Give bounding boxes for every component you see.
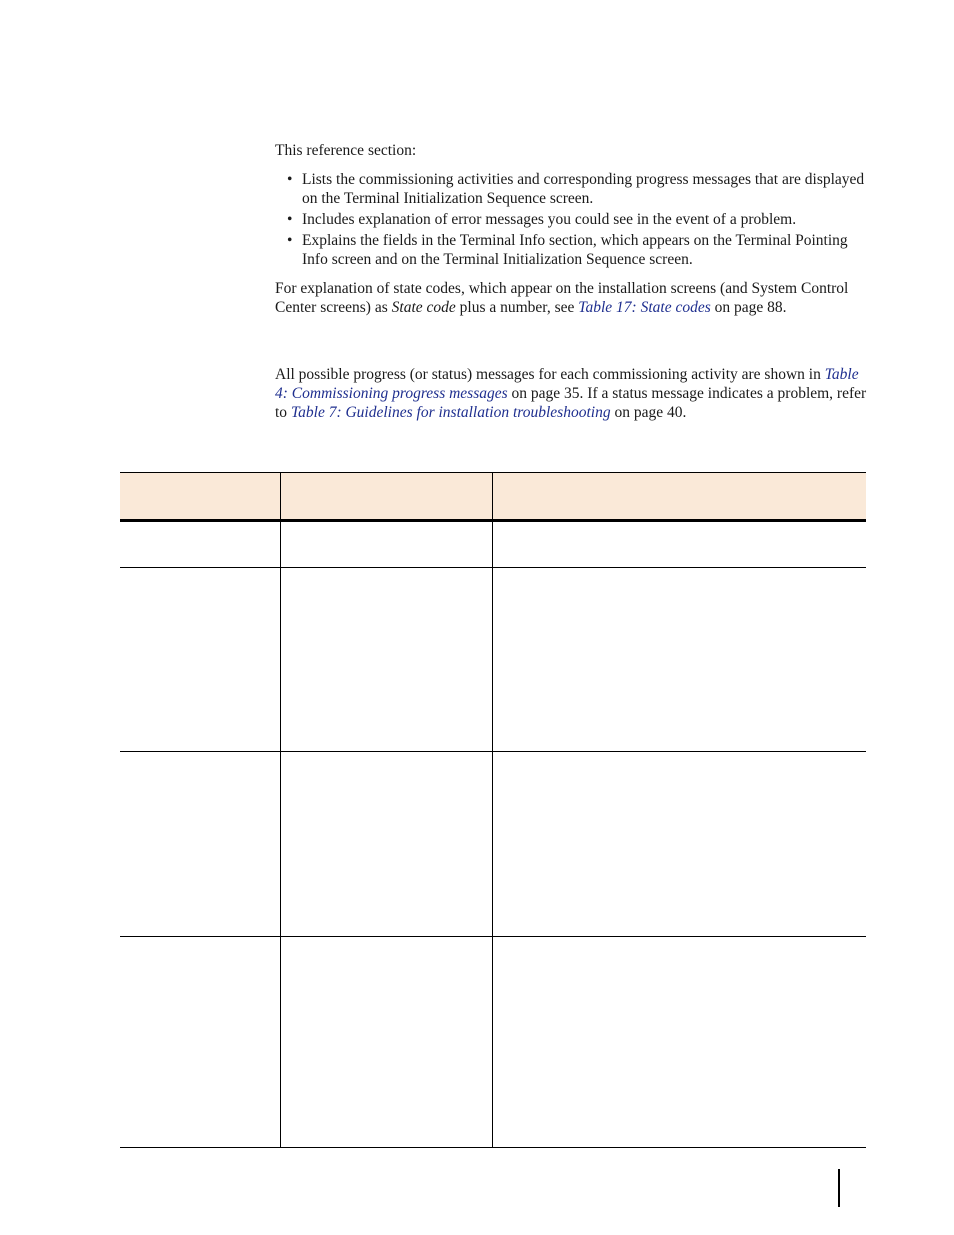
progress-messages-paragraph [275, 365, 870, 422]
table-row [120, 751, 866, 936]
table-cell [281, 752, 493, 936]
bullet-marker: • [287, 171, 293, 188]
intro-text: This reference section: [275, 142, 417, 159]
list-item [275, 210, 870, 229]
troubleshooting-link[interactable]: Table 7: Guidelines for installation troubleshooting [290, 404, 611, 421]
table-cell [493, 937, 866, 1147]
table-cell [120, 522, 281, 567]
bullet-text: Includes explanation of error messages you could see in the event of a problem. [302, 211, 797, 228]
commissioning-messages-link[interactable]: Table 4: Commissioning progress messages [275, 366, 859, 402]
table-cell [120, 937, 281, 1147]
table-row [120, 522, 866, 567]
emphasis-text: State code [391, 299, 456, 316]
table-cell [493, 568, 866, 751]
paragraph-text: plus a number, see [455, 299, 579, 316]
table-row [120, 567, 866, 751]
table-cell [281, 568, 493, 751]
paragraph-text: on page 35. If a status message indicates a problem, refer to [275, 385, 867, 421]
commissioning-table [120, 472, 866, 1148]
list-item [275, 170, 870, 208]
list-item [275, 231, 870, 269]
state-codes-paragraph [275, 279, 870, 317]
header-cell [493, 473, 866, 519]
paragraph-text: All possible progress (or status) messages for each commissioning activity are shown in [275, 366, 825, 383]
header-cell [120, 473, 281, 519]
table-cell [493, 522, 866, 567]
table-cell [120, 568, 281, 751]
header-cell [281, 473, 493, 519]
bullet-list [275, 170, 870, 271]
table-header-row [120, 472, 866, 522]
table-cell [493, 752, 866, 936]
bullet-marker: • [287, 211, 293, 228]
table-cell [281, 937, 493, 1147]
bullet-marker: • [287, 232, 293, 249]
paragraph-text: on page 40. [610, 404, 687, 421]
table-cell [120, 752, 281, 936]
page-margin-bar [838, 1169, 840, 1207]
table-cell [281, 522, 493, 567]
table-row [120, 936, 866, 1148]
bullet-text: Explains the fields in the Terminal Info section, which appears on the Terminal Pointing Info screen and on the Terminal Initialization Sequence screen. [302, 232, 848, 268]
paragraph-text: on page 88. [710, 299, 787, 316]
state-codes-link[interactable]: Table 17: State codes [578, 299, 711, 316]
bullet-text: Lists the commissioning activities and corresponding progress messages that are displayed on the Terminal Initialization Sequence screen. [302, 171, 865, 207]
paragraph-text: For explanation of state codes, which appear on the installation screens (and System Control Center screens) as [275, 280, 849, 316]
